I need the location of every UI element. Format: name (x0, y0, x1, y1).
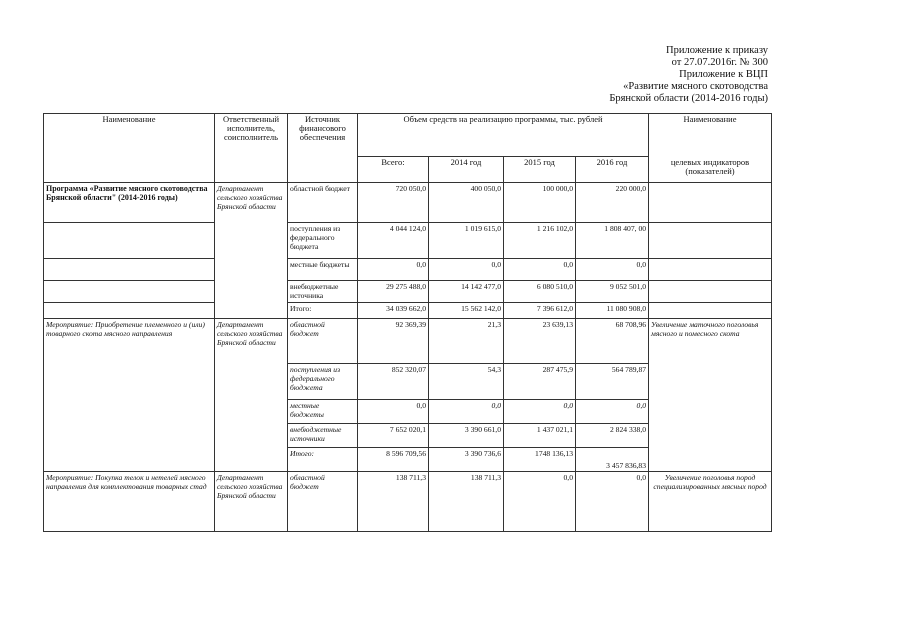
y2015-cell: 100 000,0 (504, 183, 576, 223)
y2015-cell: 0,0 (504, 472, 576, 532)
y2014-cell: 0,0 (429, 400, 504, 424)
y2014-cell: 15 562 142,0 (429, 303, 504, 319)
measure-2-indicator: Увеличение поголовья пород специализированных мясных пород (649, 472, 772, 532)
measure-1-responsible: Департамент сельского хозяйства Брянской области (215, 319, 288, 472)
col-header-2015: 2015 год (504, 157, 576, 183)
source-cell: местные бюджеты (288, 259, 358, 281)
indicator-cell (649, 223, 772, 259)
indicator-cell (649, 303, 772, 319)
total-cell: 29 275 488,0 (358, 281, 429, 303)
program-responsible: Департамент сельского хозяйства Брянской области (215, 183, 288, 319)
source-cell: областной бюджет (288, 183, 358, 223)
y2014-cell: 3 390 661,0 (429, 424, 504, 448)
total-cell: 852 320,07 (358, 364, 429, 400)
table-header-row (44, 114, 772, 157)
y2015-cell: 1 216 102,0 (504, 223, 576, 259)
col-header-2016: 2016 год (576, 157, 649, 183)
y2015-cell: 287 475,9 (504, 364, 576, 400)
y2016-cell: 0,0 (576, 400, 649, 424)
table-subheader-row (44, 157, 772, 183)
y2014-cell: 21,3 (429, 319, 504, 364)
header-line-2: от 27.07.2016г. № 300 (671, 57, 768, 68)
col-header-indicator: Наименование (649, 114, 772, 157)
y2016-cell: 9 052 501,0 (576, 281, 649, 303)
header-line-1: Приложение к приказу (666, 45, 768, 56)
measure-1-name: Мероприятие: Приобретение племенного и (или) товарного скота мясного направления (44, 319, 215, 472)
total-cell: 0,0 (358, 259, 429, 281)
y2016-cell: 3 457 836,83 (576, 448, 649, 472)
y2015-cell: 0,0 (504, 259, 576, 281)
total-cell: 0,0 (358, 400, 429, 424)
source-cell: внебюджетные источники (288, 424, 358, 448)
y2015-cell: 6 080 510,0 (504, 281, 576, 303)
y2016-cell: 68 708,96 (576, 319, 649, 364)
y2014-cell: 14 142 477,0 (429, 281, 504, 303)
table-row (44, 319, 772, 364)
y2015-cell: 1748 136,13 (504, 448, 576, 472)
total-cell: 34 039 662,0 (358, 303, 429, 319)
header-line-5: Брянской области (2014-2016 годы) (609, 93, 768, 104)
total-cell: 138 711,3 (358, 472, 429, 532)
y2014-cell: 3 390 736,6 (429, 448, 504, 472)
indicator-cell (649, 259, 772, 281)
source-cell: Итого: (288, 303, 358, 319)
y2015-cell: 0,0 (504, 400, 576, 424)
col-header-name: Наименование (44, 114, 215, 157)
col-header-volume: Объем средств на реализацию программы, тыс. рублей (358, 114, 649, 157)
y2014-cell: 138 711,3 (429, 472, 504, 532)
indicator-cell (649, 183, 772, 223)
header-line-4: «Развитие мясного скотоводства (623, 81, 768, 92)
budget-table (43, 113, 772, 532)
total-cell: 8 596 709,56 (358, 448, 429, 472)
measure-1-indicator: Увеличение маточного поголовья мясного и помесного скота (649, 319, 772, 472)
total-cell: 720 050,0 (358, 183, 429, 223)
y2016-cell: 0,0 (576, 259, 649, 281)
y2015-cell: 23 639,13 (504, 319, 576, 364)
header-line-3: Приложение к ВЦП (679, 69, 768, 80)
source-cell: поступления из федерального бюджета (288, 364, 358, 400)
y2016-cell: 1 808 407, 00 (576, 223, 649, 259)
y2016-cell: 564 789,87 (576, 364, 649, 400)
table-row (44, 259, 772, 281)
source-cell: Итого: (288, 448, 358, 472)
source-cell: поступления из федерального бюджета (288, 223, 358, 259)
y2016-cell: 2 824 338,0 (576, 424, 649, 448)
measure-2-responsible: Департамент сельского хозяйства Брянской области (215, 472, 288, 532)
total-cell: 92 369,39 (358, 319, 429, 364)
source-cell: местные бюджеты (288, 400, 358, 424)
y2016-cell: 0,0 (576, 472, 649, 532)
source-cell: внебюджетные источника (288, 281, 358, 303)
y2016-cell: 11 080 908,0 (576, 303, 649, 319)
y2014-cell: 54,3 (429, 364, 504, 400)
col-header-responsible: Ответственный исполнитель, соисполнитель (215, 114, 288, 157)
y2014-cell: 0,0 (429, 259, 504, 281)
col-header-total: Всего: (358, 157, 429, 183)
table-row (44, 472, 772, 532)
table-row (44, 281, 772, 303)
total-cell: 7 652 020,1 (358, 424, 429, 448)
table-row (44, 303, 772, 319)
y2014-cell: 1 019 615,0 (429, 223, 504, 259)
program-name: Программа «Развитие мясного скотоводства Брянской области" (2014-2016 годы) (44, 183, 215, 223)
y2015-cell: 1 437 021,1 (504, 424, 576, 448)
table-row (44, 183, 772, 223)
source-cell: областной бюджет (288, 319, 358, 364)
source-cell: областной бюджет (288, 472, 358, 532)
document-header (540, 45, 768, 105)
col-header-source: Источник финансового обеспечения (288, 114, 358, 157)
col-header-indicator-detail: целевых индикаторов (показателей) (649, 157, 772, 183)
indicator-cell (649, 281, 772, 303)
col-header-2014: 2014 год (429, 157, 504, 183)
total-cell: 4 044 124,0 (358, 223, 429, 259)
table-row (44, 223, 772, 259)
y2016-cell: 220 000,0 (576, 183, 649, 223)
y2015-cell: 7 396 612,0 (504, 303, 576, 319)
measure-2-name: Мероприятие: Покупка телок и нетелей мясного направления для комплектования товарных стад (44, 472, 215, 532)
y2014-cell: 400 050,0 (429, 183, 504, 223)
